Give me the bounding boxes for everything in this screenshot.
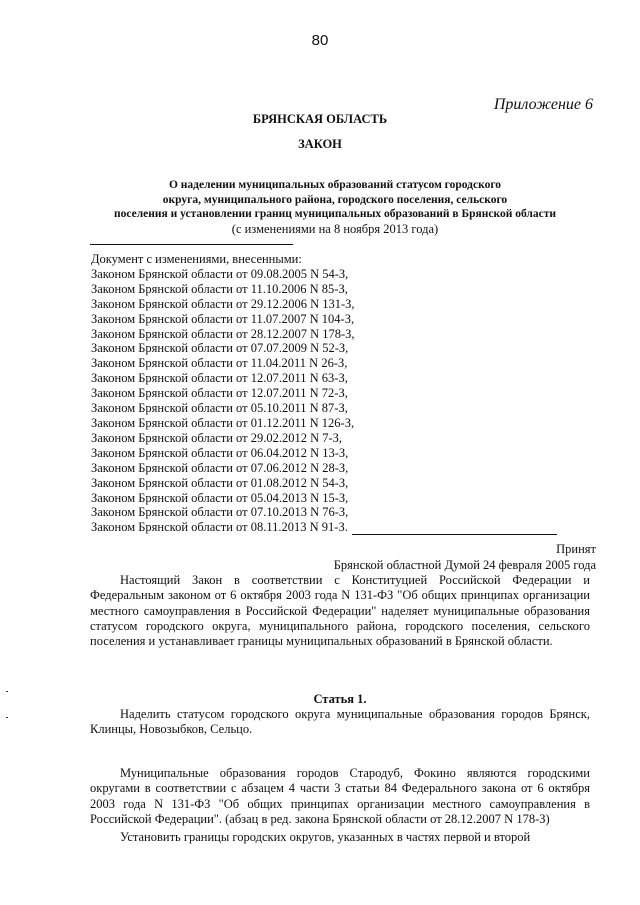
adopted-label: Принят (556, 542, 596, 556)
amendment-item: Законом Брянской области от 12.07.2011 N 72-З, (91, 386, 348, 401)
amendment-item: Законом Брянской области от 05.10.2011 N 87-З, (91, 401, 348, 416)
amendment-item: Законом Брянской области от 07.06.2012 N 28-З, (91, 460, 349, 475)
amendments-intro: Документ с изменениями, внесенными: (91, 252, 302, 266)
amendment-item: Законом Брянской области от 01.12.2011 N 126-З, (91, 415, 355, 430)
amendment-item: Законом Брянской области от 07.07.2009 N 52-З, (91, 341, 349, 356)
amendments-list (91, 252, 571, 535)
amendment-item-last (91, 520, 571, 535)
article-paragraph: Установить границы городских округов, указанных в частях первой и второй (120, 830, 531, 844)
closing-rule (352, 523, 557, 535)
divider-line (90, 244, 293, 245)
adoption-block (334, 541, 596, 573)
adopted-by: Брянской областной Думой 24 февраля 2005 года (333, 558, 596, 572)
heading-line: О наделении муниципальных образований статусом городского (168, 179, 502, 191)
amendment-item: Законом Брянской области от 09.08.2005 N 54-З, (91, 266, 349, 281)
amendment-item: Законом Брянской области от 08.11.2013 N 91-З. (91, 520, 348, 535)
amendment-item: Законом Брянской области от 29.02.2012 N 7-З, (91, 430, 343, 445)
amendment-item: Законом Брянской области от 11.07.2007 N 104-З, (91, 311, 355, 326)
article-paragraph: Муниципальные образования городов Стародуб, Фокино являются городскими округами в соответствии с абзацем 4 части 3 статьи 84 Федерального закона от 6 октября 2003 года N 131-ФЗ "Об общих принципах организации местного самоуправления в Российской Федерации". (абзац в ред. закона Брянской области от 28.12.2007 N 178-З) (90, 766, 590, 826)
scan-speck (6, 717, 8, 718)
appendix-label: Приложение 6 (493, 96, 593, 113)
scan-speck (6, 691, 8, 692)
law-title: ЗАКОН (298, 137, 342, 151)
amendment-item: Законом Брянской области от 28.12.2007 N 178-З, (91, 326, 355, 341)
amendment-item: Законом Брянской области от 06.04.2012 N 13-З, (91, 445, 349, 460)
amendment-item: Законом Брянской области от 11.04.2011 N 26-З, (91, 356, 348, 371)
heading-line: округа, муниципального района, городского поселения, сельского (162, 193, 508, 206)
revision-note: (с изменениями на 8 ноября 2013 года) (231, 221, 439, 236)
amendment-item: Законом Брянской области от 11.10.2006 N 85-З, (91, 281, 348, 296)
document-heading (90, 178, 580, 236)
amendment-item: Законом Брянской области от 07.10.2013 N 76-З, (91, 505, 349, 520)
preamble-paragraph: Настоящий Закон в соответствии с Конституцией Российской Федерации и Федеральным законом от 6 октября 2003 года N 131-ФЗ "Об общих принципах организации местного самоуправления в Российской Федерации" наделяет муниципальные образования статусом городского округа, муниципального района, городского поселения, сельского поселения и устанавливает границы муниципальных образований в Брянской области. (90, 573, 590, 649)
amendment-item: Законом Брянской области от 05.04.2013 N 15-З, (91, 490, 349, 505)
article-title: Статья 1. (313, 692, 367, 706)
region-title: БРЯНСКАЯ ОБЛАСТЬ (252, 112, 388, 126)
heading-line: поселения и установлении границ муниципальных образований в Брянской области (113, 208, 556, 220)
page-number: 80 (311, 32, 329, 49)
amendment-item: Законом Брянской области от 12.07.2011 N 63-З, (91, 371, 348, 386)
amendment-item: Законом Брянской области от 29.12.2006 N 131-З, (91, 296, 355, 311)
amendment-item: Законом Брянской области от 01.08.2012 N 54-З, (91, 475, 349, 490)
article-paragraph: Наделить статусом городского округа муниципальные образования городов Брянск, Клинцы, Новозыбков, Сельцо. (90, 707, 590, 737)
